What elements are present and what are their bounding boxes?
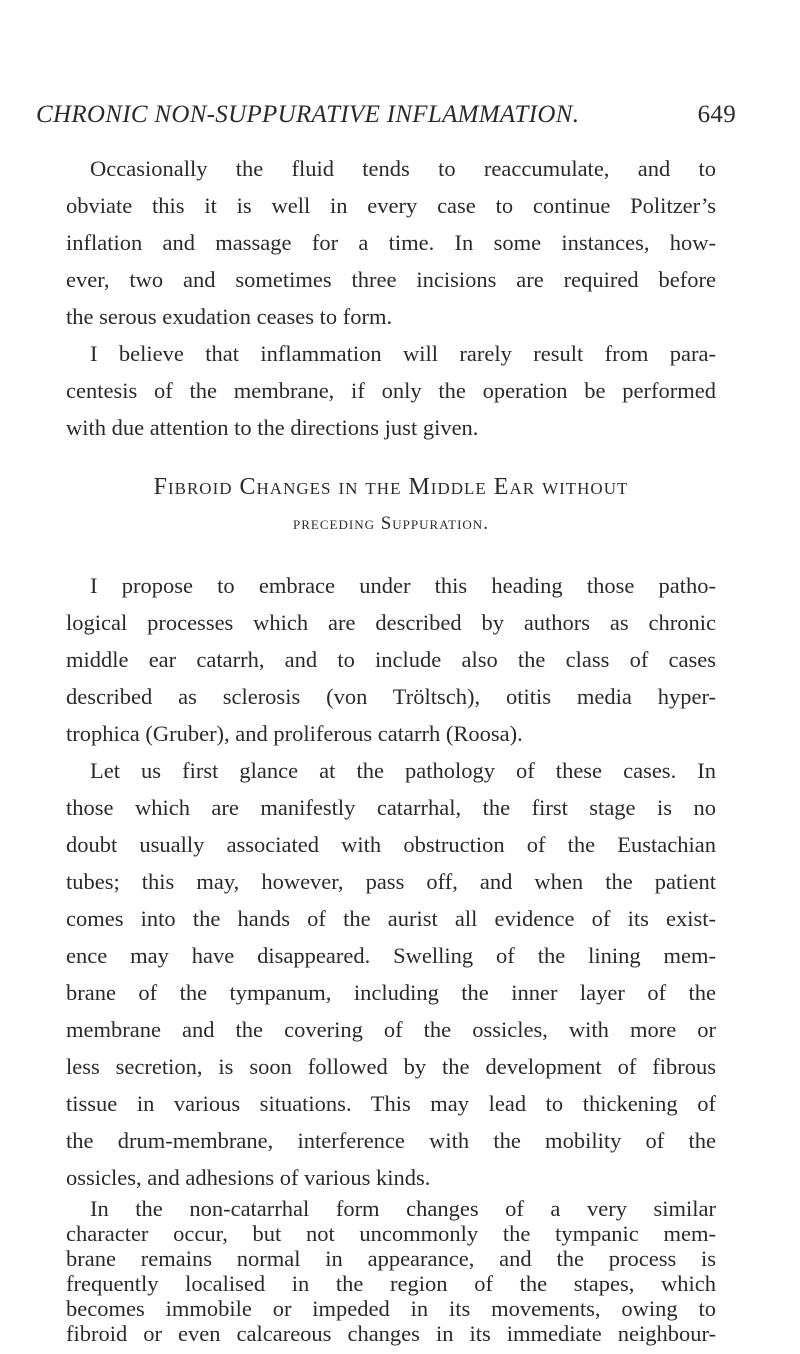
paragraph-reaccumulation [66,150,716,335]
text-line: centesis of the membrane, if only the operation be performed [66,378,716,403]
text-line: In the non-catarrhal form changes of a very similar [90,1196,716,1221]
text-line: the serous exudation ceases to form. [66,304,393,329]
running-head [36,98,736,132]
text-line: Occasionally the fluid tends to reaccumulate, and to [90,156,716,181]
text-line: membrane and the covering of the ossicles, with more or [66,1017,716,1042]
text-line: described as sclerosis (von Tröltsch), otitis media hyper- [66,684,716,709]
section-heading-line-1: Fibroid Changes in the Middle Ear without [153,474,629,500]
text-line: brane remains normal in appearance, and the process is [66,1246,716,1271]
text-line: inflation and massage for a time. In some instances, how- [66,230,716,255]
text-line: ossicles, and adhesions of various kinds. [66,1165,431,1190]
text-line: logical processes which are described by authors as chronic [66,610,716,635]
text-line: comes into the hands of the aurist all evidence of its exist- [66,906,716,931]
text-line: tissue in various situations. This may lead to thickening of [66,1091,716,1116]
section-heading [66,470,716,544]
running-title: CHRONIC NON-SUPPURATIVE INFLAMMATION. [36,101,580,128]
text-line: those which are manifestly catarrhal, the first stage is no [66,795,716,820]
paragraph-non-catarrhal [66,1196,716,1346]
text-line: becomes immobile or impeded in its movements, owing to [66,1296,716,1321]
text-line: fibroid or even calcareous changes in its immediate neighbour- [66,1321,716,1346]
text-line: obviate this it is well in every case to continue Politzer’s [66,193,716,218]
text-line: character occur, but not uncommonly the tympanic mem- [66,1221,716,1246]
section-heading-line-2: preceding Suppuration. [293,513,489,534]
paragraph-propose [66,567,716,752]
text-line: I propose to embrace under this heading those patho- [90,573,716,598]
text-line: trophica (Gruber), and proliferous catarrh (Roosa). [66,721,523,746]
paragraph-paracentesis [66,335,716,446]
text-line: tubes; this may, however, pass off, and when the patient [66,869,716,894]
text-line: less secretion, is soon followed by the development of fibrous [66,1054,716,1079]
text-line: brane of the tympanum, including the inner layer of the [66,980,716,1005]
text-line: middle ear catarrh, and to include also the class of cases [66,647,716,672]
text-line: I believe that inflammation will rarely result from para- [90,341,716,366]
text-line: doubt usually associated with obstruction of the Eustachian [66,832,716,857]
text-line: Let us first glance at the pathology of these cases. In [90,758,716,783]
page-number: 649 [697,101,736,128]
text-line: the drum-membrane, interference with the mobility of the [66,1128,716,1153]
text-line: ence may have disappeared. Swelling of the lining mem- [66,943,716,968]
text-line: with due attention to the directions just given. [66,415,479,440]
text-line: frequently localised in the region of the stapes, which [66,1271,716,1296]
text-line: ever, two and sometimes three incisions are required before [66,267,716,292]
paragraph-pathology [66,752,716,1196]
